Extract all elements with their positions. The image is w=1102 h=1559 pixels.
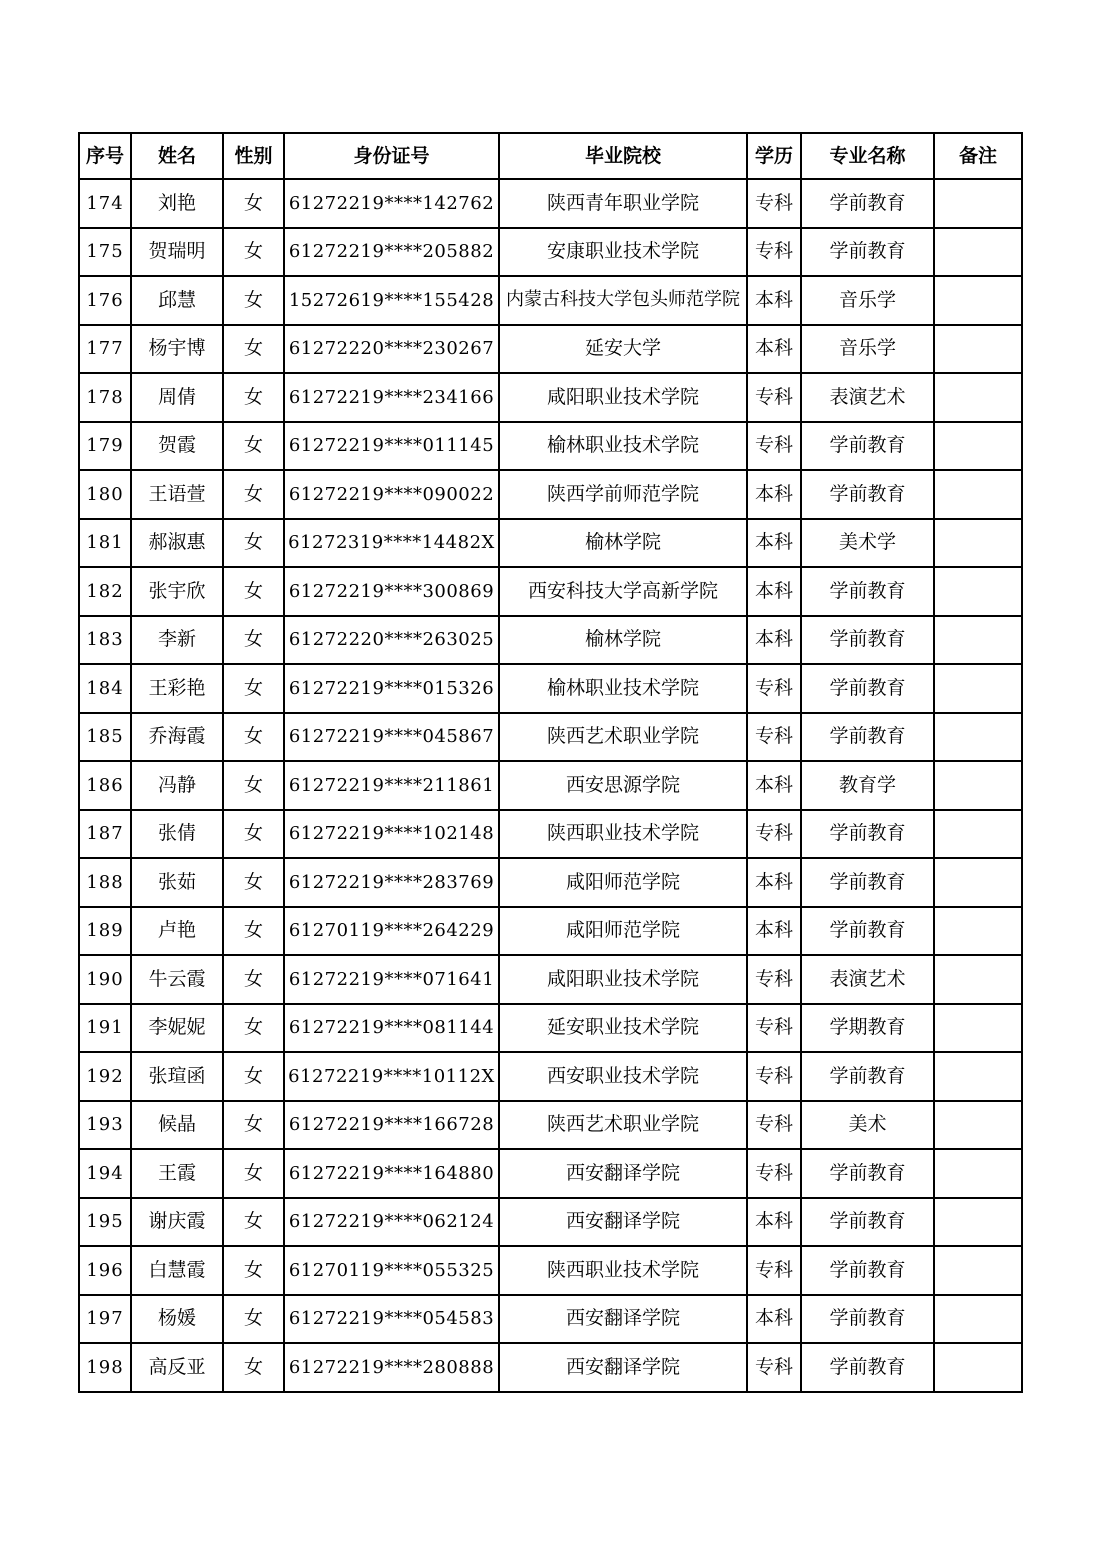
row-gender: 女 xyxy=(223,1295,284,1344)
row-school: 咸阳师范学院 xyxy=(499,907,747,956)
row-index: 185 xyxy=(79,713,131,762)
table-row xyxy=(79,470,1022,519)
row-id-number: 61272219****102148 xyxy=(284,810,499,859)
row-remarks xyxy=(934,567,1022,616)
header-name: 姓名 xyxy=(131,133,223,179)
row-index: 186 xyxy=(79,761,131,810)
row-major: 音乐学 xyxy=(801,276,934,325)
table-row xyxy=(79,664,1022,713)
row-id-number: 61272219****211861 xyxy=(284,761,499,810)
row-name: 张倩 xyxy=(131,810,223,859)
table-row xyxy=(79,616,1022,665)
row-remarks xyxy=(934,276,1022,325)
row-remarks xyxy=(934,810,1022,859)
row-gender: 女 xyxy=(223,276,284,325)
row-id-number: 61272219****283769 xyxy=(284,858,499,907)
row-gender: 女 xyxy=(223,373,284,422)
row-gender: 女 xyxy=(223,519,284,568)
row-name: 贺霞 xyxy=(131,422,223,471)
row-name: 邱慧 xyxy=(131,276,223,325)
row-index: 174 xyxy=(79,179,131,228)
row-id-number: 61270119****264229 xyxy=(284,907,499,956)
table-row xyxy=(79,810,1022,859)
row-major: 学前教育 xyxy=(801,1149,934,1198)
row-degree: 专科 xyxy=(747,228,801,277)
row-id-number: 61272219****164880 xyxy=(284,1149,499,1198)
row-id-number: 61272220****230267 xyxy=(284,325,499,374)
row-remarks xyxy=(934,858,1022,907)
row-id-number: 61272219****081144 xyxy=(284,1004,499,1053)
row-id-number: 61272219****015326 xyxy=(284,664,499,713)
row-gender: 女 xyxy=(223,1004,284,1053)
row-school: 陕西职业技术学院 xyxy=(499,1246,747,1295)
table-row xyxy=(79,228,1022,277)
row-school: 西安思源学院 xyxy=(499,761,747,810)
row-major: 美术学 xyxy=(801,519,934,568)
row-name: 王语萱 xyxy=(131,470,223,519)
row-school: 陕西艺术职业学院 xyxy=(499,713,747,762)
row-degree: 本科 xyxy=(747,858,801,907)
row-major: 学前教育 xyxy=(801,713,934,762)
row-school: 咸阳师范学院 xyxy=(499,858,747,907)
row-degree: 本科 xyxy=(747,1198,801,1247)
row-name: 周倩 xyxy=(131,373,223,422)
roster-sheet xyxy=(78,132,1023,1393)
header-degree: 学历 xyxy=(747,133,801,179)
row-major: 学前教育 xyxy=(801,567,934,616)
row-gender: 女 xyxy=(223,616,284,665)
row-name: 刘艳 xyxy=(131,179,223,228)
row-index: 181 xyxy=(79,519,131,568)
row-index: 184 xyxy=(79,664,131,713)
row-id-number: 61272219****071641 xyxy=(284,955,499,1004)
row-name: 白慧霞 xyxy=(131,1246,223,1295)
row-school: 榆林学院 xyxy=(499,616,747,665)
row-gender: 女 xyxy=(223,955,284,1004)
row-major: 美术 xyxy=(801,1101,934,1150)
row-name: 牛云霞 xyxy=(131,955,223,1004)
table-row xyxy=(79,519,1022,568)
row-school: 咸阳职业技术学院 xyxy=(499,955,747,1004)
row-index: 175 xyxy=(79,228,131,277)
table-row xyxy=(79,325,1022,374)
row-index: 177 xyxy=(79,325,131,374)
table-row xyxy=(79,713,1022,762)
table-row xyxy=(79,1004,1022,1053)
row-degree: 专科 xyxy=(747,1149,801,1198)
row-index: 183 xyxy=(79,616,131,665)
row-gender: 女 xyxy=(223,1198,284,1247)
row-gender: 女 xyxy=(223,325,284,374)
row-school: 延安大学 xyxy=(499,325,747,374)
row-degree: 专科 xyxy=(747,713,801,762)
row-major: 学前教育 xyxy=(801,664,934,713)
row-id-number: 61272219****205882 xyxy=(284,228,499,277)
table-row xyxy=(79,761,1022,810)
row-degree: 本科 xyxy=(747,519,801,568)
row-id-number: 61272219****142762 xyxy=(284,179,499,228)
row-remarks xyxy=(934,1004,1022,1053)
row-degree: 本科 xyxy=(747,470,801,519)
row-major: 学前教育 xyxy=(801,470,934,519)
row-remarks xyxy=(934,179,1022,228)
row-remarks xyxy=(934,713,1022,762)
row-name: 杨媛 xyxy=(131,1295,223,1344)
row-id-number: 61270119****055325 xyxy=(284,1246,499,1295)
row-remarks xyxy=(934,907,1022,956)
row-id-number: 61272219****062124 xyxy=(284,1198,499,1247)
row-name: 张瑄函 xyxy=(131,1052,223,1101)
row-major: 表演艺术 xyxy=(801,955,934,1004)
row-major: 学前教育 xyxy=(801,1198,934,1247)
table-row xyxy=(79,567,1022,616)
row-gender: 女 xyxy=(223,810,284,859)
row-major: 学前教育 xyxy=(801,810,934,859)
header-row xyxy=(79,133,1022,179)
row-major: 学前教育 xyxy=(801,858,934,907)
row-index: 191 xyxy=(79,1004,131,1053)
table-row xyxy=(79,1295,1022,1344)
row-index: 198 xyxy=(79,1343,131,1392)
table-row xyxy=(79,179,1022,228)
row-school: 延安职业技术学院 xyxy=(499,1004,747,1053)
row-index: 197 xyxy=(79,1295,131,1344)
row-major: 学前教育 xyxy=(801,1295,934,1344)
row-name: 谢庆霞 xyxy=(131,1198,223,1247)
row-remarks xyxy=(934,1198,1022,1247)
row-major: 学期教育 xyxy=(801,1004,934,1053)
row-school: 咸阳职业技术学院 xyxy=(499,373,747,422)
row-gender: 女 xyxy=(223,179,284,228)
row-id-number: 61272319****14482X xyxy=(284,519,499,568)
row-school: 安康职业技术学院 xyxy=(499,228,747,277)
row-degree: 本科 xyxy=(747,907,801,956)
row-degree: 专科 xyxy=(747,1246,801,1295)
row-index: 188 xyxy=(79,858,131,907)
row-remarks xyxy=(934,1101,1022,1150)
row-id-number: 61272219****300869 xyxy=(284,567,499,616)
row-degree: 专科 xyxy=(747,373,801,422)
row-remarks xyxy=(934,422,1022,471)
row-school: 陕西青年职业学院 xyxy=(499,179,747,228)
row-major: 学前教育 xyxy=(801,422,934,471)
row-name: 王霞 xyxy=(131,1149,223,1198)
row-gender: 女 xyxy=(223,1343,284,1392)
row-degree: 专科 xyxy=(747,1101,801,1150)
row-remarks xyxy=(934,1295,1022,1344)
table-row xyxy=(79,276,1022,325)
row-degree: 本科 xyxy=(747,761,801,810)
row-index: 196 xyxy=(79,1246,131,1295)
row-school: 西安翻译学院 xyxy=(499,1343,747,1392)
row-gender: 女 xyxy=(223,664,284,713)
row-gender: 女 xyxy=(223,567,284,616)
row-id-number: 61272219****10112X xyxy=(284,1052,499,1101)
row-remarks xyxy=(934,519,1022,568)
row-gender: 女 xyxy=(223,1149,284,1198)
row-gender: 女 xyxy=(223,470,284,519)
row-index: 190 xyxy=(79,955,131,1004)
row-index: 187 xyxy=(79,810,131,859)
row-remarks xyxy=(934,1149,1022,1198)
row-index: 192 xyxy=(79,1052,131,1101)
row-id-number: 61272219****234166 xyxy=(284,373,499,422)
row-id-number: 61272219****054583 xyxy=(284,1295,499,1344)
row-remarks xyxy=(934,470,1022,519)
row-remarks xyxy=(934,616,1022,665)
row-major: 学前教育 xyxy=(801,1052,934,1101)
row-gender: 女 xyxy=(223,1101,284,1150)
header-gender: 性别 xyxy=(223,133,284,179)
table-row xyxy=(79,422,1022,471)
row-gender: 女 xyxy=(223,1052,284,1101)
row-remarks xyxy=(934,325,1022,374)
row-id-number: 61272219****280888 xyxy=(284,1343,499,1392)
row-gender: 女 xyxy=(223,907,284,956)
row-remarks xyxy=(934,664,1022,713)
row-major: 学前教育 xyxy=(801,179,934,228)
row-index: 180 xyxy=(79,470,131,519)
row-school: 西安翻译学院 xyxy=(499,1149,747,1198)
row-index: 193 xyxy=(79,1101,131,1150)
row-id-number: 15272619****155428 xyxy=(284,276,499,325)
row-major: 表演艺术 xyxy=(801,373,934,422)
row-major: 学前教育 xyxy=(801,616,934,665)
row-gender: 女 xyxy=(223,713,284,762)
row-name: 乔海霞 xyxy=(131,713,223,762)
row-degree: 本科 xyxy=(747,567,801,616)
row-school: 西安职业技术学院 xyxy=(499,1052,747,1101)
table-row xyxy=(79,1149,1022,1198)
row-gender: 女 xyxy=(223,422,284,471)
row-degree: 专科 xyxy=(747,955,801,1004)
row-name: 张宇欣 xyxy=(131,567,223,616)
row-remarks xyxy=(934,761,1022,810)
table-row xyxy=(79,907,1022,956)
row-name: 王彩艳 xyxy=(131,664,223,713)
row-school: 内蒙古科技大学包头师范学院 xyxy=(499,276,747,325)
row-id-number: 61272219****045867 xyxy=(284,713,499,762)
row-school: 西安翻译学院 xyxy=(499,1295,747,1344)
row-remarks xyxy=(934,1246,1022,1295)
row-gender: 女 xyxy=(223,858,284,907)
table-row xyxy=(79,858,1022,907)
row-name: 高反亚 xyxy=(131,1343,223,1392)
row-name: 贺瑞明 xyxy=(131,228,223,277)
row-school: 西安科技大学高新学院 xyxy=(499,567,747,616)
row-name: 张茹 xyxy=(131,858,223,907)
row-major: 学前教育 xyxy=(801,1246,934,1295)
row-name: 候晶 xyxy=(131,1101,223,1150)
table-row xyxy=(79,1198,1022,1247)
row-name: 李妮妮 xyxy=(131,1004,223,1053)
row-degree: 专科 xyxy=(747,1343,801,1392)
row-index: 178 xyxy=(79,373,131,422)
row-id-number: 61272219****011145 xyxy=(284,422,499,471)
row-degree: 本科 xyxy=(747,325,801,374)
table-row xyxy=(79,1101,1022,1150)
row-index: 176 xyxy=(79,276,131,325)
row-major: 学前教育 xyxy=(801,907,934,956)
row-degree: 专科 xyxy=(747,1052,801,1101)
row-degree: 专科 xyxy=(747,422,801,471)
row-school: 陕西艺术职业学院 xyxy=(499,1101,747,1150)
row-degree: 专科 xyxy=(747,664,801,713)
table-row xyxy=(79,955,1022,1004)
row-degree: 专科 xyxy=(747,179,801,228)
row-school: 榆林职业技术学院 xyxy=(499,664,747,713)
row-index: 182 xyxy=(79,567,131,616)
row-school: 榆林职业技术学院 xyxy=(499,422,747,471)
row-remarks xyxy=(934,955,1022,1004)
row-id-number: 61272220****263025 xyxy=(284,616,499,665)
row-school: 西安翻译学院 xyxy=(499,1198,747,1247)
roster-table xyxy=(78,132,1023,1393)
row-degree: 本科 xyxy=(747,276,801,325)
row-school: 陕西学前师范学院 xyxy=(499,470,747,519)
row-name: 李新 xyxy=(131,616,223,665)
row-remarks xyxy=(934,373,1022,422)
table-row xyxy=(79,373,1022,422)
row-index: 189 xyxy=(79,907,131,956)
table-row xyxy=(79,1246,1022,1295)
row-degree: 本科 xyxy=(747,616,801,665)
row-gender: 女 xyxy=(223,761,284,810)
row-degree: 本科 xyxy=(747,1295,801,1344)
row-index: 179 xyxy=(79,422,131,471)
row-gender: 女 xyxy=(223,1246,284,1295)
header-id-number: 身份证号 xyxy=(284,133,499,179)
row-major: 学前教育 xyxy=(801,1343,934,1392)
header-school: 毕业院校 xyxy=(499,133,747,179)
row-remarks xyxy=(934,228,1022,277)
row-remarks xyxy=(934,1052,1022,1101)
row-name: 杨宇博 xyxy=(131,325,223,374)
header-major: 专业名称 xyxy=(801,133,934,179)
row-name: 卢艳 xyxy=(131,907,223,956)
row-gender: 女 xyxy=(223,228,284,277)
row-degree: 专科 xyxy=(747,810,801,859)
header-remarks: 备注 xyxy=(934,133,1022,179)
header-index: 序号 xyxy=(79,133,131,179)
row-major: 音乐学 xyxy=(801,325,934,374)
row-school: 榆林学院 xyxy=(499,519,747,568)
row-id-number: 61272219****166728 xyxy=(284,1101,499,1150)
table-row xyxy=(79,1052,1022,1101)
row-school: 陕西职业技术学院 xyxy=(499,810,747,859)
row-id-number: 61272219****090022 xyxy=(284,470,499,519)
row-name: 郝淑惠 xyxy=(131,519,223,568)
row-name: 冯静 xyxy=(131,761,223,810)
row-major: 教育学 xyxy=(801,761,934,810)
row-remarks xyxy=(934,1343,1022,1392)
row-index: 194 xyxy=(79,1149,131,1198)
row-major: 学前教育 xyxy=(801,228,934,277)
row-index: 195 xyxy=(79,1198,131,1247)
table-row xyxy=(79,1343,1022,1392)
row-degree: 专科 xyxy=(747,1004,801,1053)
